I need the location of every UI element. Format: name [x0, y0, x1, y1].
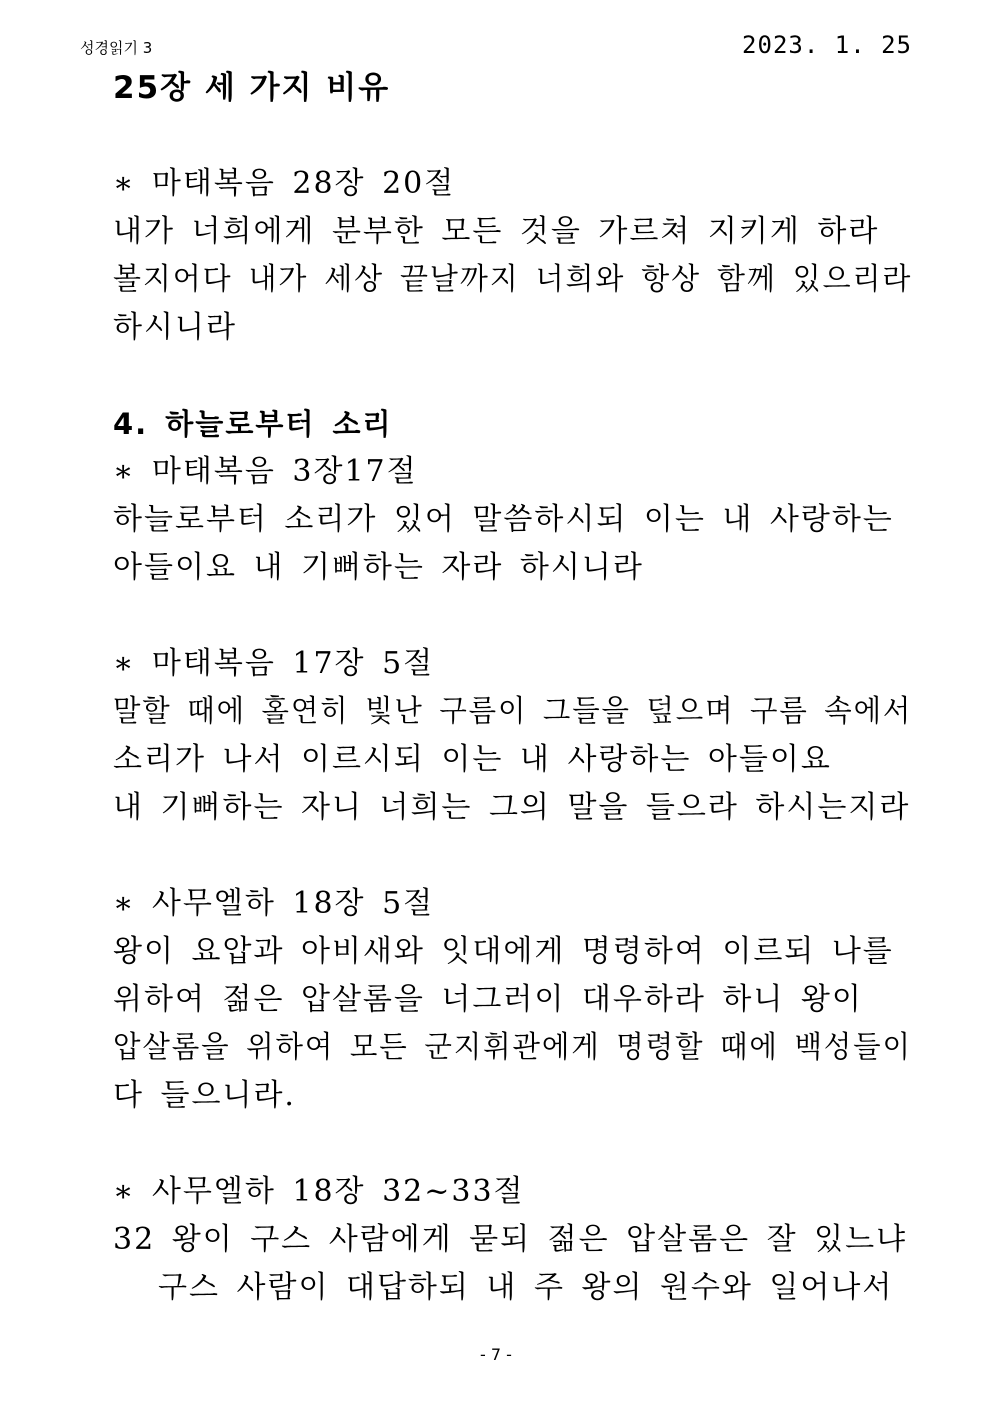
verse-reference: ∗ 사무엘하 18장 5절: [113, 886, 435, 921]
verse-text: 말할 때에 홀연히 빛난 구름이 그들을 덮으며 구름 속에서: [113, 694, 913, 729]
verse-reference: ∗ 마태복음 28장 20절: [113, 166, 456, 201]
verse-text: 압살롬을 위하여 모든 군지휘관에게 명령할 때에 백성들이: [113, 1030, 912, 1065]
verse-reference: ∗ 사무엘하 18장 32~33절: [113, 1174, 525, 1209]
page-number: - 7 -: [480, 1345, 512, 1364]
verse-text: 내 기뻐하는 자니 너희는 그의 말을 들으라 하시는지라: [113, 790, 911, 825]
verse-text: 위하여 젊은 압살롬을 너그러이 대우하라 하니 왕이: [113, 982, 863, 1017]
verse-text: 하늘로부터 소리가 있어 말씀하시되 이는 내 사랑하는: [113, 502, 894, 537]
verse-reference: ∗ 마태복음 3장17절: [113, 454, 418, 489]
verse-text: 왕이 요압과 아비새와 잇대에게 명령하여 이르되 나를: [113, 934, 894, 969]
verse-text: 32 왕이 구스 사람에게 묻되 젊은 압살롬은 잘 있느냐: [113, 1222, 908, 1257]
section-heading: 4. 하늘로부터 소리: [113, 407, 393, 441]
header-document-label: 성경읽기 3: [80, 39, 153, 57]
verse-text: 아들이요 내 기뻐하는 자라 하시니라: [113, 550, 644, 585]
verse-text: 다 들으니라.: [113, 1078, 296, 1113]
header-date: 2023. 1. 25: [742, 31, 912, 59]
verse-text: 내가 너희에게 분부한 모든 것을 가르쳐 지키게 하라: [113, 214, 880, 249]
verse-text: 하시니라: [113, 310, 237, 345]
verse-text: 볼지어다 내가 세상 끝날까지 너희와 항상 함께 있으리라: [113, 262, 913, 297]
verse-reference: ∗ 마태복음 17장 5절: [113, 646, 435, 681]
page-title: 25장 세 가지 비유: [113, 70, 391, 106]
verse-text: 소리가 나서 이르시되 이는 내 사랑하는 아들이요: [113, 742, 832, 777]
verse-text: 구스 사람이 대답하되 내 주 왕의 원수와 일어나서: [158, 1270, 894, 1305]
